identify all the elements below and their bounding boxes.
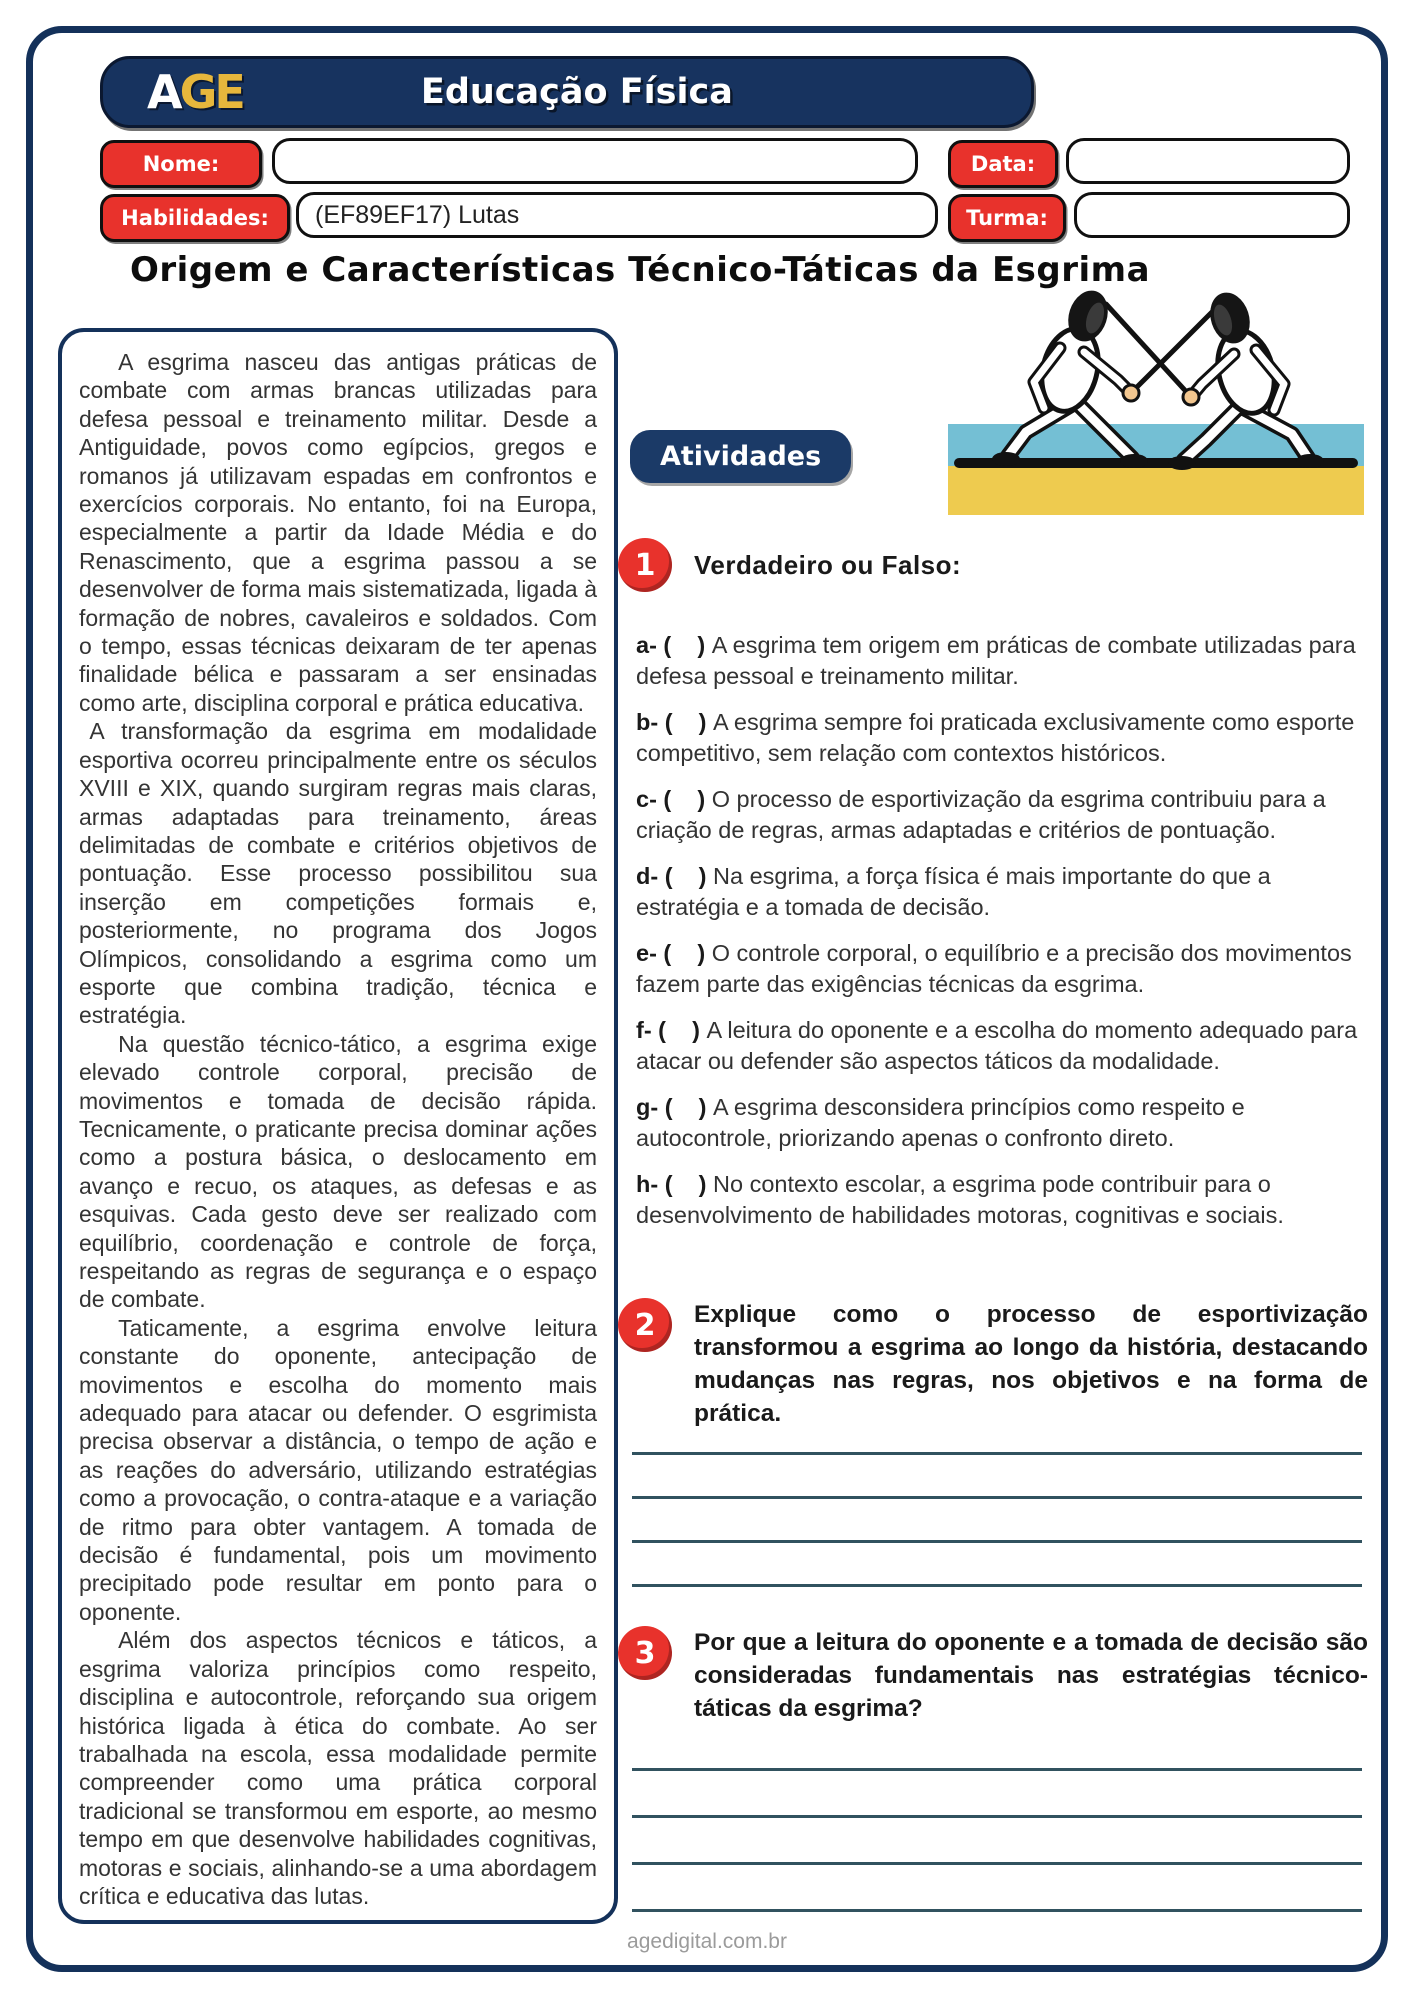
nome-input[interactable]: [272, 138, 918, 184]
header-bar: [100, 56, 1034, 128]
question-1-number: 1: [618, 538, 672, 592]
reading-paragraph: A esgrima nasceu das antigas práticas de combate com armas brancas utilizadas para defesa pessoal e treinamento militar. Desde a Antiguidade, povos como egípcios, gregos e romanos já utilizavam espadas em confrontos e exercícios corporais. No entanto, foi na Europa, especialmente a partir da Idade Média e do Renascimento, que a esgrima passou a se desenvolver de forma mais sistematizada, ligada à formação de nobres, cavaleiros e soldados. Com o tempo, essas técnicas deixaram de ter apenas finalidade bélica e passaram a ser ensinadas como arte, disciplina corporal e prática educativa.: [79, 349, 597, 716]
tf-item-text: No contexto escolar, a esgrima pode contribuir para o desenvolvimento de habilidades motoras, cognitivas e sociais.: [636, 1171, 1284, 1228]
atividades-section-badge: Atividades: [630, 430, 851, 483]
tf-answer-slot-h[interactable]: h- ( ): [636, 1171, 714, 1197]
question-2: [618, 1298, 1368, 1430]
true-false-list: [636, 630, 1364, 1246]
question-3: [618, 1626, 1368, 1725]
tf-item-text: O processo de esportivização da esgrima contribuiu para a criação de regras, armas adaptadas e critérios de pontuação.: [636, 786, 1326, 843]
answer-line[interactable]: [632, 1452, 1362, 1455]
answer-line[interactable]: [632, 1909, 1362, 1912]
tf-item-text: O controle corporal, o equilíbrio e a precisão dos movimentos fazem parte das exigências técnicas da esgrima.: [636, 940, 1352, 997]
logo-letter: A: [147, 65, 180, 119]
tf-item-text: A leitura do oponente e a escolha do momento adequado para atacar ou defender são aspectos táticos da modalidade.: [636, 1017, 1358, 1074]
reading-paragraph: Além dos aspectos técnicos e táticos, a esgrima valoriza princípios como respeito, disciplina e autocontrole, reforçando sua origem histórica ligada à ética do combate. Ao ser trabalhada na escola, essa modalidade permite compreender como uma prática corporal tradicional se transformou em esporte, ao mesmo tempo em que desenvolve habilidades cognitivas, motoras e sociais, alinhando-se a uma abordagem crítica e educativa das lutas.: [79, 1627, 597, 1909]
data-label-badge: Data:: [948, 140, 1058, 188]
tf-answer-slot-c[interactable]: c- ( ): [636, 786, 712, 812]
tf-answer-slot-d[interactable]: d- ( ): [636, 863, 714, 889]
tf-answer-slot-e[interactable]: e- ( ): [636, 940, 712, 966]
reading-paragraph: Taticamente, a esgrima envolve leitura constante do oponente, antecipação de movimentos e escolha do momento mais adequado para atacar ou defender. O esgrimista precisa observar a distância, o tempo de ação e as reações do adversário, utilizando estratégias como a provocação, o contra-ataque e a variação de ritmo para obter vantagem. A tomada de decisão é fundamental, pois um movimento precipitado pode resultar em ponto para o oponente.: [79, 1314, 597, 1625]
reading-text-box: [58, 328, 618, 1924]
true-false-item-g: [636, 1092, 1364, 1154]
fencers-svg: [948, 252, 1364, 515]
answer-line[interactable]: [632, 1862, 1362, 1865]
answer-line[interactable]: [632, 1540, 1362, 1543]
fencers-illustration: [948, 252, 1364, 515]
true-false-item-d: [636, 861, 1364, 923]
true-false-item-e: [636, 938, 1364, 1000]
turma-input[interactable]: [1074, 192, 1350, 238]
logo-letter: E: [214, 65, 243, 119]
question-1: [618, 538, 961, 592]
age-logo: [147, 65, 243, 119]
tf-answer-slot-f[interactable]: f- ( ): [636, 1017, 707, 1043]
habilidades-input[interactable]: (EF89EF17) Lutas: [296, 192, 938, 238]
question-3-text: Por que a leitura do oponente e a tomada de decisão são consideradas fundamentais nas estratégias técnico-táticas da esgrima?: [694, 1629, 1368, 1722]
habilidades-label-badge: Habilidades:: [100, 194, 290, 242]
tf-answer-slot-a[interactable]: a- ( ): [636, 632, 712, 658]
subject-title: Educação Física: [420, 72, 733, 112]
true-false-item-b: [636, 707, 1364, 769]
tf-item-text: A esgrima desconsidera princípios como respeito e autocontrole, priorizando apenas o confronto direto.: [636, 1094, 1245, 1151]
worksheet-title: Origem e Características Técnico-Táticas da Esgrima: [129, 250, 1151, 290]
footer-website: agedigital.com.br: [627, 1930, 787, 1953]
reading-paragraph: Na questão técnico-tático, a esgrima exige elevado controle corporal, precisão de movimentos e tomada de decisão rápida. Tecnicamente, o praticante precisa dominar ações como a postura básica, o deslocamento em avanço e recuo, os ataques, as defesas e as esquivas. Cada gesto deve ser realizado com equilíbrio, coordenação e controle de força, respeitando as regras de segurança e o espaço de combate.: [79, 1030, 597, 1313]
reading-paragraph: A transformação da esgrima em modalidade esportiva ocorreu principalmente entre os séculos XVIII e XIX, quando surgiram regras mais claras, armas adaptadas para treinamento, áreas delimitadas de combate e critérios objetivos de pontuação. Esse processo possibilitou sua inserção em competições formais e, posteriormente, no programa dos Jogos Olímpicos, consolidando a esgrima como um esporte que combina tradição, técnica e estratégia.: [79, 718, 597, 1029]
data-input[interactable]: [1066, 138, 1350, 184]
question-2-number: 2: [618, 1298, 672, 1352]
logo-letter: G: [179, 65, 215, 119]
nome-label-badge: Nome:: [100, 140, 262, 188]
tf-item-text: A esgrima tem origem em práticas de combate utilizadas para defesa pessoal e treinamento militar.: [636, 632, 1356, 689]
tf-answer-slot-b[interactable]: b- ( ): [636, 709, 714, 735]
true-false-item-h: [636, 1169, 1364, 1231]
true-false-item-c: [636, 784, 1364, 846]
question-2-text: Explique como o processo de esportivização transformou a esgrima ao longo da história, destacando mudanças nas regras, nos objetivos e na forma de prática.: [694, 1301, 1368, 1427]
question-1-label: Verdadeiro ou Falso:: [694, 549, 962, 580]
answer-line[interactable]: [632, 1496, 1362, 1499]
answer-line[interactable]: [632, 1584, 1362, 1587]
true-false-item-a: [636, 630, 1364, 692]
answer-line[interactable]: [632, 1815, 1362, 1818]
true-false-item-f: [636, 1015, 1364, 1077]
answer-line[interactable]: [632, 1768, 1362, 1771]
question-3-number: 3: [618, 1626, 672, 1680]
tf-answer-slot-g[interactable]: g- ( ): [636, 1094, 714, 1120]
turma-label-badge: Turma:: [948, 194, 1066, 242]
tf-item-text: Na esgrima, a força física é mais importante do que a estratégia e a tomada de decisão.: [636, 863, 1271, 920]
tf-item-text: A esgrima sempre foi praticada exclusivamente como esporte competitivo, sem relação com contextos históricos.: [636, 709, 1355, 766]
